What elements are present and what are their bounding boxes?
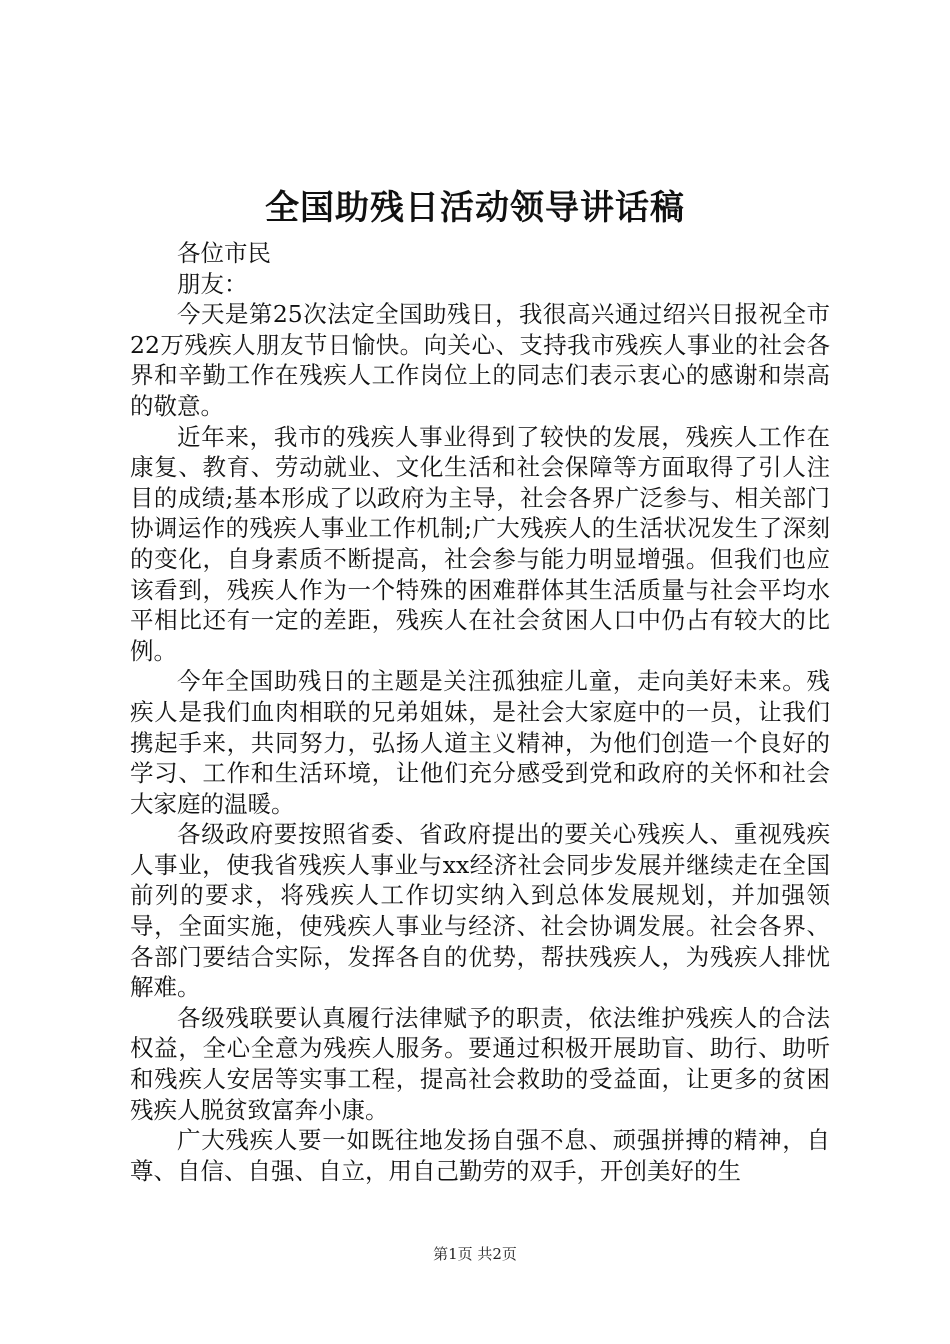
- paragraph-6: 广大残疾人要一如既往地发扬自强不息、顽强拼搏的精神，自尊、自信、自强、自立，用自己勤劳的双手，开创美好的生: [130, 1126, 830, 1185]
- page-indicator: 第1页 共2页: [433, 1245, 517, 1263]
- paragraph-5: 各级残联要认真履行法律赋予的职责，依法维护残疾人的合法权益，全心全意为残疾人服务。要通过积极开展助盲、助行、助听和残疾人安居等实事工程，提高社会救助的受益面，让更多的贫困残疾人脱贫致富奔小康。: [130, 1003, 830, 1124]
- salutation-line-1: 各位市民: [177, 239, 271, 267]
- paragraph-2: 近年来，我市的残疾人事业得到了较快的发展，残疾人工作在康复、教育、劳动就业、文化生活和社会保障等方面取得了引人注目的成绩;基本形成了以政府为主导，社会各界广泛参与、相关部门协调运作的残疾人事业工作机制;广大残疾人的生活状况发生了深刻的变化，自身素质不断提高，社会参与能力明显增强。但我们也应该看到，残疾人作为一个特殊的困难群体其生活质量与社会平均水平相比还有一定的差距，残疾人在社会贫困人口中仍占有较大的比例。: [130, 422, 830, 665]
- paragraph-4: 各级政府要按照省委、省政府提出的要关心残疾人、重视残疾人事业，使我省残疾人事业与xx经济社会同步发展并继续走在全国前列的要求，将残疾人工作切实纳入到总体发展规划，并加强领导，全面实施，使残疾人事业与经济、社会协调发展。社会各界、各部门要结合实际，发挥各自的优势，帮扶残疾人，为残疾人排忧解难。: [130, 820, 830, 1002]
- document-title: 全国助残日活动领导讲话稿: [265, 188, 685, 228]
- paragraph-1: 今天是第25次法定全国助残日，我很高兴通过绍兴日报祝全市22万残疾人朋友节日愉快。向关心、支持我市残疾人事业的社会各界和辛勤工作在残疾人工作岗位上的同志们表示衷心的感谢和崇高的敬意。: [130, 300, 830, 420]
- paragraph-3: 今年全国助残日的主题是关注孤独症儿童，走向美好未来。残疾人是我们血肉相联的兄弟姐妹，是社会大家庭中的一员，让我们携起手来，共同努力，弘扬人道主义精神，为他们创造一个良好的学习、工作和生活环境，让他们充分感受到党和政府的关怀和社会大家庭的温暖。: [130, 667, 830, 818]
- document-body: [130, 238, 830, 1186]
- salutation-line-2: 朋友：: [177, 269, 248, 298]
